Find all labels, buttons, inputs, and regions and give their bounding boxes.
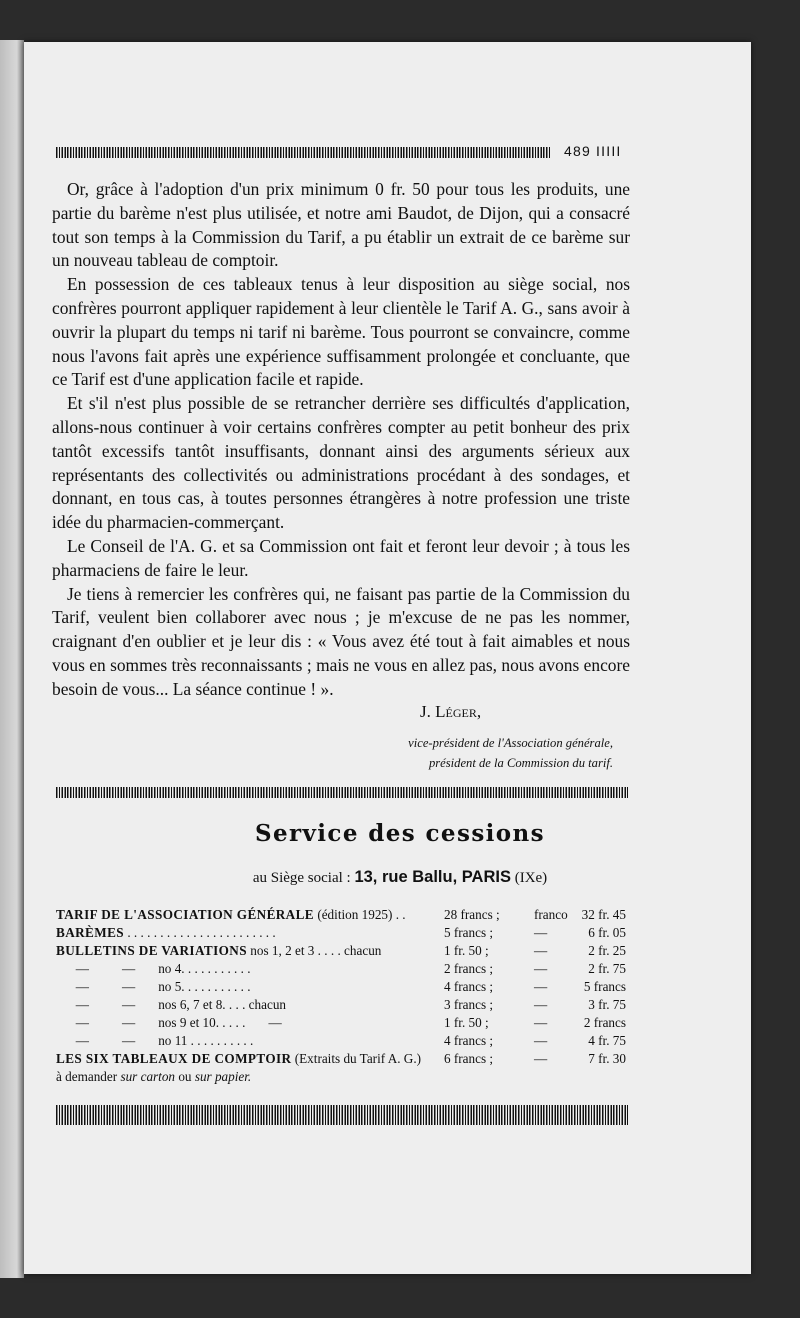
signature-titles (330, 733, 613, 773)
signature (420, 702, 630, 722)
page-number: 489 IIIII (564, 143, 622, 159)
price-row (56, 961, 636, 979)
price-row (56, 1033, 636, 1051)
paragraph: En possession de ces tableaux tenus à leur disposition au siège social, nos confrères pourront appliquer rapidement à leur clientèle le Tarif A. G., sans avoir à ouvrir la plupart du temps ni tarif ni barème. Tous pourront se convaincre, comme nous l'avons fait après une expérience suffisamment prolongée et concluante, que ce Tarif est d'une application facile et rapide. (52, 274, 630, 390)
dash: — (534, 925, 548, 940)
price-row (56, 1051, 636, 1069)
note-conjunction: ou (178, 1069, 192, 1084)
article-body (52, 178, 630, 702)
item-name: BULLETINS DE VARIATIONS (56, 943, 247, 958)
dash: — (534, 997, 548, 1012)
price-row (56, 943, 636, 961)
dash: — (534, 1015, 548, 1030)
price: 3 francs ; (444, 997, 494, 1012)
price: 6 francs ; (444, 1051, 494, 1066)
dash: — (534, 979, 548, 994)
item-detail: (édition 1925) . . (314, 907, 406, 922)
price: 5 francs ; (444, 925, 494, 940)
signature-name: Léger, (435, 702, 482, 721)
price: 4 francs ; (444, 979, 494, 994)
price-row (56, 907, 636, 925)
section-title: Service des cessions (254, 820, 546, 847)
facing-page-edge (0, 40, 24, 1278)
item-detail: — — nos 9 et 10. . . . . — (56, 1015, 282, 1030)
franco-price: 2 francs (583, 1015, 626, 1030)
item-detail: . . . . . . . . . . . . . . . . . . . . . . . (124, 925, 276, 940)
price-row (56, 997, 636, 1015)
signature-title-1: vice-président de l'Association générale, (408, 736, 613, 750)
order-note (56, 1069, 636, 1087)
item-detail: — — no 5. . . . . . . . . . . (56, 979, 251, 994)
price-row (56, 979, 636, 997)
price-list (56, 907, 636, 1087)
section-rule-top (56, 787, 628, 798)
dash: — (534, 1033, 548, 1048)
note-prefix: à demander (56, 1069, 118, 1084)
franco-label: franco (534, 907, 568, 922)
address-line (0, 868, 800, 887)
signature-title-2: président de la Commission du tarif. (428, 756, 613, 770)
item-detail: — — nos 6, 7 et 8. . . . chacun (56, 997, 287, 1012)
dash: — (534, 943, 548, 958)
price: 1 fr. 50 ; (444, 943, 489, 958)
address-prefix: au Siège social : (252, 870, 351, 886)
price-row (56, 1015, 636, 1033)
franco-price: 3 fr. 75 (588, 997, 626, 1012)
item-detail: — — no 4. . . . . . . . . . . (56, 961, 251, 976)
paragraph: Je tiens à remercier les confrères qui, ne faisant pas partie de la Commission du Tarif, veulent bien collaborer avec nous ; je m'excuse de ne pas les nommer, craignant d'en oublier et je leur dis : « Vous avez été tout à fait aimables et nous vous en sommes très reconnaissants ; mais ne vous en allez pas, nous avons encore besoin de vous... La séance continue ! ». (52, 583, 630, 699)
signature-initial: J. (420, 702, 431, 721)
item-detail: (Extraits du Tarif A. G.) (291, 1051, 422, 1066)
price: 2 francs ; (444, 961, 494, 976)
item-detail: nos 1, 2 et 3 . . . . chacun (246, 943, 382, 958)
header-rule (56, 147, 550, 158)
item-name: TARIF DE L'ASSOCIATION GÉNÉRALE (56, 907, 315, 922)
note-option-2: sur papier. (194, 1069, 252, 1084)
price: 28 francs ; (444, 907, 500, 922)
item-name: LES SIX TABLEAUX DE COMPTOIR (56, 1051, 292, 1066)
section-rule-bottom (56, 1105, 628, 1125)
franco-price: 2 fr. 25 (588, 943, 626, 958)
paragraph: Et s'il n'est plus possible de se retrancher derrière ses difficultés d'application, allons-nous continuer à voir certains confrères compter au petit bonheur des prix tantôt excessifs tantôt insuffisants, donnant ainsi des arguments sérieux aux représentants des collectivités ou administrations procédant à des sondages, et donnant, en tous cas, à toutes personnes étrangères à notre profession une triste idée du pharmacien-commerçant. (52, 393, 630, 533)
item-detail: — — no 11 . . . . . . . . . . (56, 1033, 254, 1048)
paragraph: Or, grâce à l'adoption d'un prix minimum 0 fr. 50 pour tous les produits, une partie du barème n'est plus utilisée, et notre ami Baudot, de Dijon, qui a consacré tout son temps à la Commission du Tarif, a pu établir un extrait de ce barème sur un nouveau tableau de comptoir. (52, 179, 630, 271)
franco-price: 2 fr. 75 (588, 961, 626, 976)
franco-price: 4 fr. 75 (588, 1033, 626, 1048)
paragraph: Le Conseil de l'A. G. et sa Commission ont fait et feront leur devoir ; à tous les pharmaciens de faire le leur. (52, 535, 630, 580)
franco-price: 32 fr. 45 (581, 907, 626, 922)
price: 4 francs ; (444, 1033, 494, 1048)
franco-price: 7 fr. 30 (588, 1051, 626, 1066)
note-option-1: sur carton (120, 1069, 176, 1084)
franco-price: 5 francs (583, 979, 626, 994)
item-name: BARÈMES (56, 925, 125, 940)
franco-price: 6 fr. 05 (588, 925, 626, 940)
price-row (56, 925, 636, 943)
price: 1 fr. 50 ; (444, 1015, 489, 1030)
address: 13, rue Ballu, PARIS (354, 868, 511, 886)
dash: — (534, 1051, 548, 1066)
dash: — (534, 961, 548, 976)
arrondissement: (IXe) (514, 870, 548, 886)
